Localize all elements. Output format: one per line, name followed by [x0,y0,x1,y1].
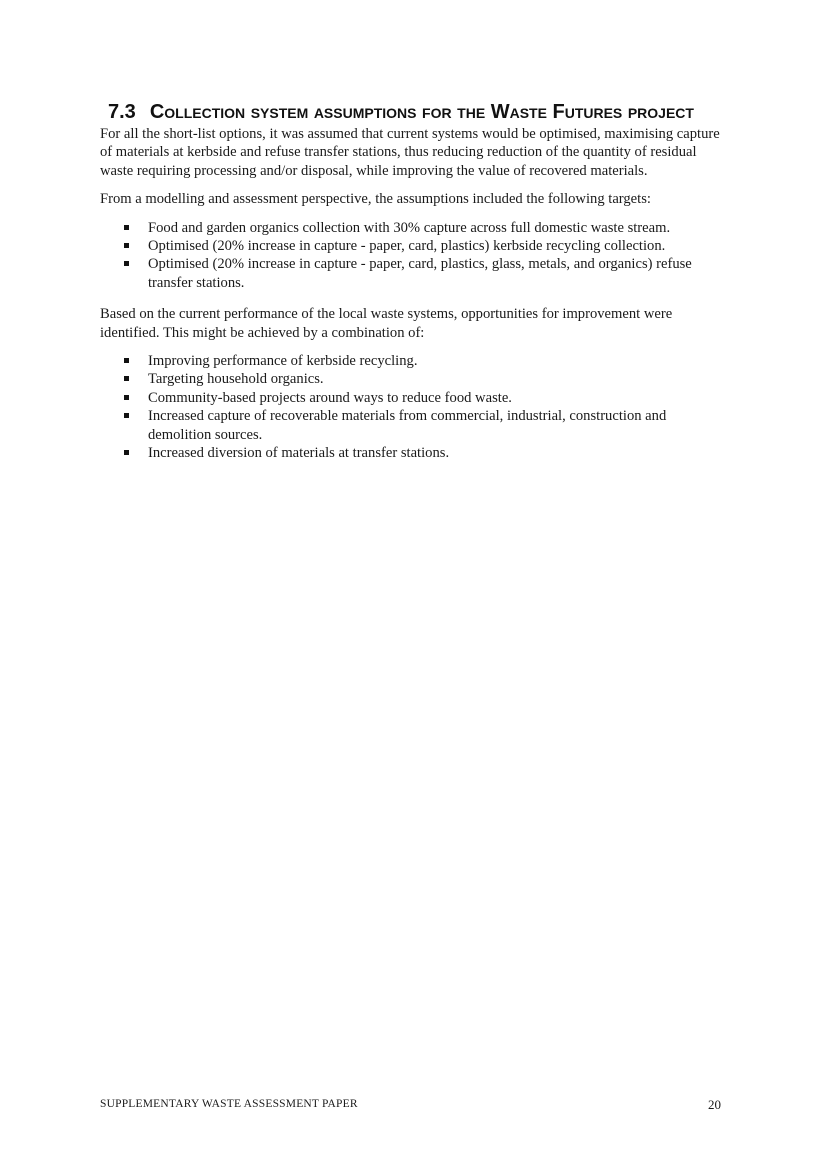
list-item [100,219,722,237]
section-title: Collection system assumptions for the Waste Futures project [149,101,694,123]
bullet-icon [124,395,129,400]
section-heading [108,100,748,124]
list-item-text: Optimised (20% increase in capture - paper, card, plastics, glass, metals, and organics) refuse transfer stations. [148,256,692,291]
list-item-text: Community-based projects around ways to reduce food waste. [148,389,512,406]
bullet-icon [124,225,129,230]
footer-page-number: 20 [708,1097,721,1112]
section-number: 7.3 [108,101,136,123]
list-item [100,389,722,407]
list-item [100,407,722,444]
list-item-text: Increased diversion of materials at transfer stations. [148,445,450,462]
list-item-text: Improving performance of kerbside recycling. [148,353,418,370]
bullet-icon [124,243,129,248]
improvement-list [100,352,722,462]
list-item [100,352,722,370]
bullet-icon [124,261,129,266]
list-item-text: Food and garden organics collection with 30% capture across full domestic waste stream. [148,219,671,236]
list-item [100,444,722,462]
list-item [100,255,722,292]
improvement-intro-paragraph: Based on the current performance of the local waste systems, opportunities for improvement were identified. This might be achieved by a combination of: [100,306,673,341]
bullet-icon [124,358,129,363]
list-item [100,237,722,255]
bullet-icon [124,413,129,418]
footer-document-title: SUPPLEMENTARY WASTE ASSESSMENT PAPER [100,1098,358,1110]
bullet-icon [124,450,129,455]
targets-intro-paragraph: From a modelling and assessment perspective, the assumptions included the following targets: [100,191,651,208]
bullet-icon [124,376,129,381]
list-item-text: Optimised (20% increase in capture - paper, card, plastics) kerbside recycling collection. [148,238,666,255]
list-item-text: Targeting household organics. [148,371,324,388]
intro-paragraph: For all the short-list options, it was assumed that current systems would be optimised, maximising capture of materials at kerbside and refuse transfer stations, thus reducing reduction of the quantity of residual waste requiring processing and/or disposal, while improving the value of recovered materials. [100,126,720,179]
section-body [100,125,722,476]
list-item [100,370,722,388]
list-item-text: Increased capture of recoverable materials from commercial, industrial, construction and demolition sources. [148,408,667,443]
targets-list [100,219,722,293]
